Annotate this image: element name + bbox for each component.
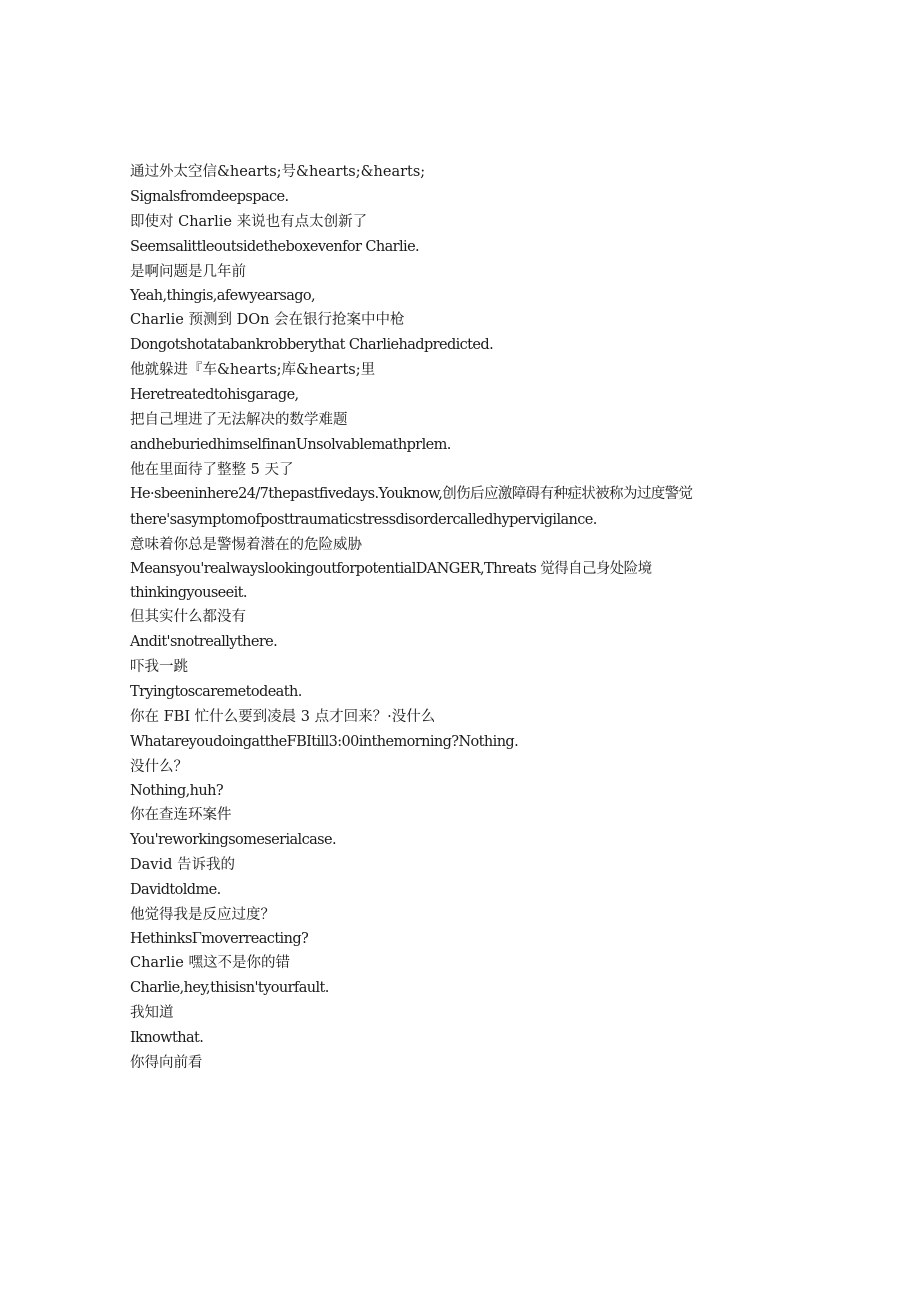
text-line: 吓我一跳 — [130, 659, 188, 675]
text-line: there'sasymptomofposttraumaticstressdisordercalledhypervigilance. — [130, 512, 597, 528]
text-line: David 告诉我的 — [130, 857, 235, 873]
text-line: 我知道 — [130, 1005, 174, 1021]
text-line: 是啊问题是几年前 — [130, 264, 246, 280]
text-line: Charlie 预测到 DOn 会在银行抢案中中枪 — [130, 312, 405, 328]
text-line: 他觉得我是反应过度？ — [130, 907, 275, 923]
text-line: Charlie 嘿这不是你的错 — [130, 955, 290, 971]
text-line: You'reworkingsomeserialcase. — [130, 832, 336, 848]
text-line: Meansyou'realwayslookingoutforpotentialDANGER,Threats 觉得自己身处险境 — [130, 561, 652, 577]
text-line: Dongotshotatabankrobberythat Charliehadpredicted. — [130, 337, 494, 353]
text-line: 你在查连环案件 — [130, 807, 232, 823]
text-line: 意味着你总是警惕着潜在的危险威胁 — [130, 537, 362, 553]
text-line: Davidtoldme. — [130, 882, 221, 898]
text-line: Charlie,hey,thisisn'tyourfault. — [130, 980, 329, 996]
text-line: thinkingyouseeit. — [130, 585, 247, 601]
text-line: Tryingtoscaremetodeath. — [130, 684, 302, 700]
text-line: WhatareyoudoingattheFBItill3:00inthemorning?Nothing. — [130, 734, 519, 750]
text-line: Iknowthat. — [130, 1030, 204, 1046]
text-line: 你在 FBI 忙什么要到凌晨 3 点才回来？·没什么 — [130, 709, 436, 725]
text-line: 他在里面待了整整 5 天了 — [130, 462, 294, 478]
text-line: Signalsfromdeepspace. — [130, 189, 289, 205]
text-line: Heretreatedtohisgarage, — [130, 387, 299, 403]
text-line: 但其实什么都没有 — [130, 609, 246, 625]
text-line: 把自己埋进了无法解决的数学难题 — [130, 412, 348, 428]
text-line: Yeah,thingis,afewyearsago, — [130, 288, 316, 304]
subtitle-document — [130, 160, 730, 1075]
text-line: andheburiedhimselfinanUnsolvablemathprlem. — [130, 437, 451, 453]
text-line: Seemsalittleoutsidetheboxevenfor Charlie. — [130, 239, 420, 255]
text-line: HethinksΓmoverreacting? — [130, 931, 309, 947]
text-line: 他就躲进『车&hearts;库&hearts;里 — [130, 362, 376, 378]
text-line: 通过外太空信&hearts;号&hearts;&hearts; — [130, 164, 426, 180]
text-line: He·sbeeninhere24/7thepastfivedays.Youknow,创伤后应激障碍有种症状被称为过度警觉 — [130, 486, 693, 502]
text-line: Andit'snotreallythere. — [130, 634, 278, 650]
text-line: 即使对 Charlie 来说也有点太创新了 — [130, 214, 368, 230]
text-line: 没什么？ — [130, 759, 188, 775]
text-line: 你得向前看 — [130, 1055, 203, 1071]
text-line: Nothing,huh? — [130, 783, 224, 799]
